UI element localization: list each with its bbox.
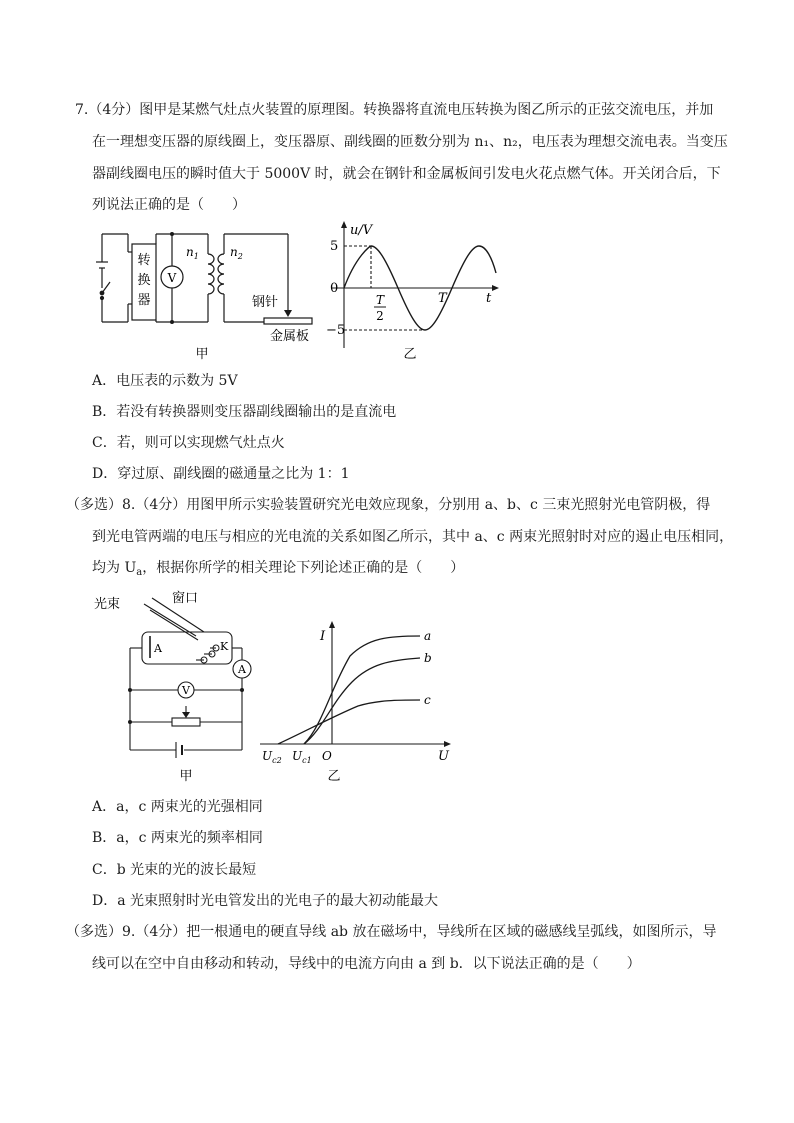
q8-stem-line-1: （多选）8.（4分）用图甲所示实验装置研究光电效应现象，分别用 a、b、c 三束光照射光电管阴极，得 bbox=[66, 497, 711, 513]
q7-stem-line-3: 器副线圈电压的瞬时值大于 5000V 时，就会在钢针和金属板间引发电火花点燃气体。开关闭合后，下 bbox=[92, 166, 721, 182]
q7-figure-jia-circuit bbox=[92, 222, 332, 364]
half-period-denominator: 2 bbox=[376, 309, 384, 323]
q9-stem-line-2: 线可以在空中自由移动和转动，导线中的电流方向由 a 到 b．以下说法正确的是（ ） bbox=[92, 956, 641, 972]
light-beam-label: 光束 bbox=[94, 597, 121, 612]
q9-stem-line-1: （多选）9.（4分）把一根通电的硬直导线 ab 放在磁场中，导线所在区域的磁感线呈弧线，如图所示，导 bbox=[66, 924, 717, 940]
waveform-y-bottom: −5 bbox=[326, 323, 346, 338]
uc1-label: $U_{c1}$ bbox=[292, 749, 312, 765]
q7-option-a[interactable]: A．电压表的示数为 5V bbox=[92, 373, 238, 389]
current-axis-label: I bbox=[320, 629, 326, 644]
q8-caption-yi: 乙 bbox=[327, 769, 341, 784]
waveform-ylabel: u/V bbox=[350, 223, 373, 238]
q7-stem-line-1: 7.（4分）图甲是某燃气灶点火装置的原理图。转换器将直流电压转换为图乙所示的正弦交流电压，并加 bbox=[75, 102, 714, 118]
n1-label: $n_1$ bbox=[186, 245, 199, 261]
converter-label-2: 换 bbox=[137, 273, 151, 288]
waveform-y-top: 5 bbox=[330, 239, 339, 254]
q7-option-c[interactable]: C．若，则可以实现燃气灶点火 bbox=[92, 435, 285, 451]
q7-option-b[interactable]: B．若没有转换器则变压器副线圈输出的是直流电 bbox=[92, 404, 397, 420]
q7-option-d[interactable]: D．穿过原、副线圈的磁通量之比为 1：1 bbox=[92, 466, 350, 482]
needle-label: 钢针 bbox=[252, 295, 279, 310]
voltage-axis-label: U bbox=[438, 749, 449, 764]
cathode-label: K bbox=[220, 640, 229, 653]
n2-label: $n_2$ bbox=[230, 245, 243, 261]
curve-c-label: c bbox=[424, 693, 431, 707]
q7-stem-line-2: 在一理想变压器的原线圈上，变压器原、副线圈的匝数分别为 n₁、n₂，电压表为理想交流电表。当变压 bbox=[92, 134, 728, 150]
curve-a-label: a bbox=[424, 629, 432, 643]
q7-caption-jia: 甲 bbox=[195, 347, 209, 362]
anode-label: A bbox=[154, 642, 162, 655]
curve-b-label: b bbox=[424, 651, 432, 665]
q7-caption-yi: 乙 bbox=[403, 347, 417, 362]
converter-label-1: 转 bbox=[137, 253, 151, 268]
q8-caption-jia: 甲 bbox=[179, 769, 193, 784]
q8-option-c[interactable]: C．b 光束的光的波长最短 bbox=[92, 862, 257, 878]
q8-stem-line-3: 均为 $U_a$，根据你所学的相关理论下列论述正确的是（ ） bbox=[92, 560, 465, 578]
q8-stem-line-2: 到光电管两端的电压与相应的光电流的关系如图乙所示，其中 a、c 两束光照射时对应的遏止电压相同， bbox=[92, 529, 734, 545]
half-period-numerator: T bbox=[375, 293, 385, 307]
window-label: 窗口 bbox=[172, 591, 199, 606]
q8-figure-yi-iv-curves bbox=[258, 620, 454, 784]
q8-option-d[interactable]: D．a 光束照射时光电管发出的光电子的最大初动能最大 bbox=[92, 893, 439, 909]
q8-option-b[interactable]: B．a，c 两束光的频率相同 bbox=[92, 830, 263, 846]
q7-stem-line-4: 列说法正确的是（ ） bbox=[92, 197, 246, 213]
voltmeter-symbol-q8: V bbox=[182, 684, 190, 697]
q8-option-a[interactable]: A．a，c 两束光的光强相同 bbox=[92, 799, 263, 815]
ammeter-symbol: A bbox=[238, 663, 246, 676]
uc2-label: $U_{c2}$ bbox=[262, 749, 282, 765]
origin-label: O bbox=[322, 749, 332, 763]
q7-figure-yi-waveform bbox=[326, 218, 500, 364]
plate-label: 金属板 bbox=[270, 329, 310, 344]
converter-label-3: 器 bbox=[137, 293, 151, 308]
voltmeter-symbol: V bbox=[167, 271, 177, 285]
waveform-zero: 0 bbox=[330, 281, 339, 296]
period-label: T bbox=[438, 291, 447, 306]
q8-figure-jia-circuit bbox=[92, 588, 262, 786]
time-axis-label: t bbox=[486, 291, 492, 306]
